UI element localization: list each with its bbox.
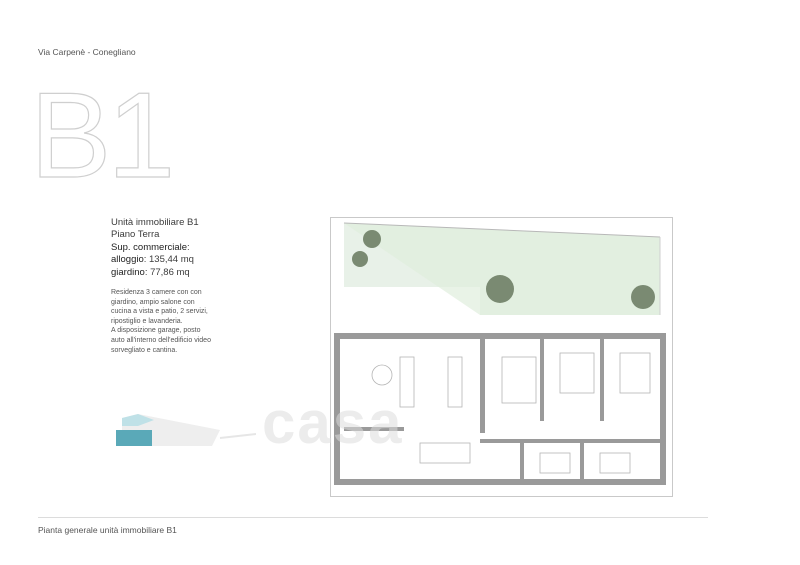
description-line: Residenza 3 camere con con (111, 289, 202, 296)
description-line: sorvegliato e cantina. (111, 346, 178, 354)
surface-heading (111, 242, 241, 254)
wall-north (334, 333, 666, 339)
alloggio-label: alloggio (111, 254, 144, 266)
description-line: giardino, ampio salone con (111, 298, 195, 306)
table-icon (372, 365, 392, 385)
unit-code-heading: B1 (30, 67, 172, 203)
wall-bedroom (540, 339, 544, 421)
wall-east (660, 333, 666, 485)
bed-icon (620, 353, 650, 393)
watermark: casa (262, 389, 404, 456)
wall-bedroom (600, 339, 604, 421)
bath-fixtures-icon (540, 453, 570, 473)
surface-colon: : (187, 241, 190, 253)
unit-floor: Piano Terra (111, 229, 160, 241)
bed-icon (560, 353, 594, 393)
description-line: A disposizione garage, posto (111, 327, 201, 335)
surface-label: Sup. commerciale (111, 241, 188, 253)
description-line: cucina a vista e patio, 2 servizi, (111, 308, 208, 316)
footer-divider (38, 517, 708, 518)
tree-icon (352, 251, 368, 267)
tree-icon (363, 230, 381, 248)
wall-bath (580, 443, 584, 485)
alloggio-row (111, 254, 241, 266)
description-line: auto all'interno dell'edificio video (111, 336, 211, 344)
tree-icon (486, 275, 514, 303)
unit-title: Unità immobiliare B1 (111, 217, 199, 228)
giardino-value: : 77,86 mq (144, 266, 190, 278)
giardino-label: giardino (111, 266, 145, 278)
unit-description (111, 288, 239, 355)
unit-info (111, 217, 241, 279)
description-line: ripostiglio e lavanderia. (111, 317, 183, 325)
location-label: Via Carpenè - Conegliano (38, 47, 136, 57)
bath-fixtures-icon (600, 453, 630, 473)
key-plan-diagram (108, 408, 256, 452)
tree-icon (631, 285, 655, 309)
key-plan-road (220, 434, 256, 438)
alloggio-value: : 135,44 mq (143, 254, 194, 266)
giardino-row (111, 267, 241, 279)
wall-south (334, 479, 666, 485)
key-plan-unit-highlight (116, 430, 152, 446)
footer-caption: Pianta generale unità immobiliare B1 (38, 525, 177, 535)
